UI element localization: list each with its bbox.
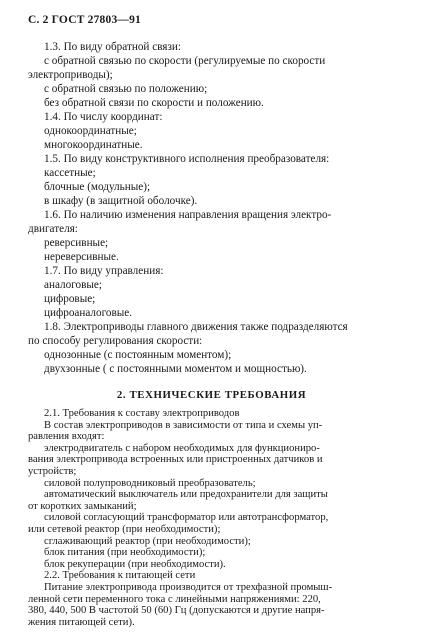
text-line: по способу регулирования скорости: — [28, 335, 203, 347]
text-line: многокоординатные. — [44, 139, 143, 151]
text-line: без обратной связи по скорости и положению. — [44, 97, 264, 109]
text-line: вания электропривода встроенных или пристроенных датчиков и — [28, 454, 323, 466]
text-line: с обратной связью по положению; — [44, 83, 208, 95]
text-line: однозонные (с постоянным моментом); — [44, 349, 232, 361]
text-line: силовой полупроводниковый преобразователь; — [44, 477, 256, 489]
text-line: реверсивные; — [44, 237, 109, 249]
text-line: автоматический выключатель или предохранители для защиты — [44, 489, 328, 501]
text-line: от коротких замыканий; — [28, 500, 137, 512]
text-line: 1.3. По виду обратной связи: — [44, 41, 181, 53]
text-line: равления входят: — [28, 431, 105, 443]
text-line: электродвигатель с набором необходимых для функциониро- — [44, 442, 320, 454]
text-line: с обратной связью по скорости (регулируемые по скорости — [44, 55, 326, 67]
text-line: цифровые; — [44, 293, 96, 305]
text-line: 1.7. По виду управления: — [44, 265, 164, 277]
text-line: аналоговые; — [44, 279, 102, 291]
text-line: кассетные; — [44, 167, 96, 179]
text-line: нереверсивные. — [44, 251, 119, 263]
text-line: или сетевой реактор (при необходимости); — [28, 524, 221, 535]
text-line: цифроаналоговые. — [44, 307, 133, 319]
text-line: 1.5. По виду конструктивного исполнения преобразователя: — [44, 153, 330, 165]
text-line: сглаживающий реактор (при необходимости); — [44, 535, 251, 547]
text-line: блок питания (при необходимости); — [44, 547, 206, 559]
text-line: В состав электроприводов в зависимости от типа и схемы уп- — [44, 419, 323, 431]
text-line: электроприводы); — [28, 69, 113, 81]
text-line: 1.4. По числу координат: — [44, 111, 163, 123]
text-line: 1.6. По наличию изменения направления вращения электро- — [44, 209, 332, 221]
text-line: силовой согласующий трансформатор или автотрансформатор, — [44, 512, 329, 524]
text-line: однокоординатные; — [44, 125, 137, 137]
text-line: жения питающей сети). — [28, 616, 135, 628]
text-line: в шкафу (в защитной оболочке). — [44, 195, 198, 207]
page-header: С. 2 ГОСТ 27803—91 — [28, 14, 141, 26]
text-line: 380, 440, 500 В частотой 50 (60) Гц (допускаются и другие напря- — [28, 605, 325, 617]
text-line: блок рекуперации (при необходимости). — [44, 558, 226, 570]
text-line: Питание электропривода производится от трехфазной промыш- — [44, 582, 333, 593]
text-line: 1.8. Электроприводы главного движения также подразделяются — [44, 321, 348, 333]
text-line: 2.2. Требования к питающей сети — [44, 570, 196, 582]
text-line: устройств; — [28, 466, 77, 477]
text-line: 2.1. Требования к составу электроприводов — [44, 408, 240, 419]
text-line: двухзонные ( с постоянными моментом и мощностью). — [44, 363, 307, 375]
section-heading: 2. ТЕХНИЧЕСКИЕ ТРЕБОВАНИЯ — [116, 389, 307, 401]
text-line: ленной сети переменного тока с линейными напряжениями: 220, — [28, 593, 321, 605]
text-line: блочные (модульные); — [44, 181, 151, 193]
text-line: двигателя: — [28, 223, 78, 235]
